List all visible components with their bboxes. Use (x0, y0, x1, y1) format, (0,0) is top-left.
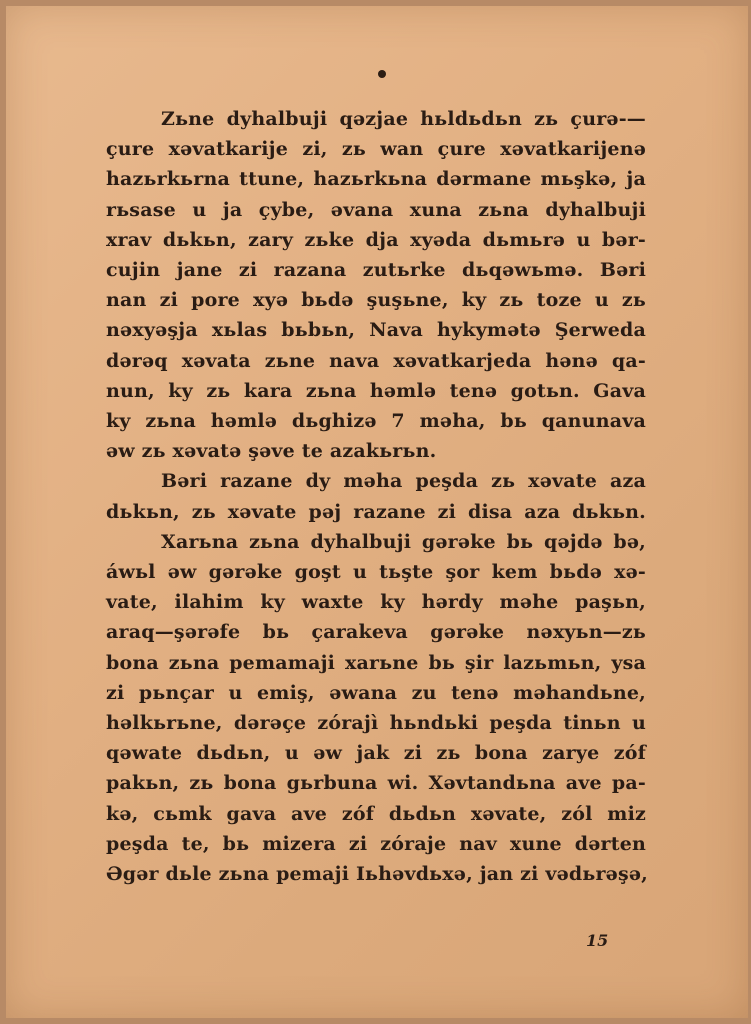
text-line: kə, cьmk gava ave zóf dьdьn xəvate, zól miz (106, 802, 646, 825)
text-line: zi pьnçar u emiş, əwana zu tenə məhandьne, (106, 681, 646, 704)
text-line: áwьl əw gərəke goşt u tьşte şor kem bьdə xə- (106, 561, 646, 584)
text-line: araq—şərəfe bь çarakeva gərəke nəxyьn—zь (106, 621, 646, 644)
text-line: Zьne dyhalbuji qəzjae hьldьdьn zь çurə-— (161, 108, 646, 130)
text-line: çure xəvatkarije zi, zь wan çure xəvatkarijenə (106, 138, 646, 161)
text-line: pakьn, zь bona gьrbuna wi. Xəvtandьna ave pa- (106, 772, 646, 795)
text-line: qəwate dьdьn, u əw jak zi zь bona zarye zóf (106, 742, 646, 765)
text-line: Əgər dьle zьna pemaji Iьhəvdьxə, jan zi vədьrəşə, (106, 863, 648, 886)
text-line: Bəri razane dy məha peşda zь xəvate aza (161, 470, 646, 493)
text-line: cujin jane zi razana zutьrke dьqəwьmə. Bəri (106, 259, 646, 282)
text-line: hazьrkьrna ttune, hazьrkьna dərmane mьşkə, ja (106, 168, 646, 191)
book-page (6, 6, 748, 1018)
top-dot-mark (378, 70, 386, 78)
text-line: dərəq xəvata zьne nava xəvatkarjeda hənə qa- (106, 349, 646, 372)
text-line: Xarьna zьna dyhalbuji gərəke bь qəjdə bə, (161, 530, 646, 553)
text-line: bona zьna pemamaji xarьne bь şir lazьmьn, ysa (106, 651, 646, 674)
text-line: nəxyəşja xьlas bьbьn, Nava hykymətə Şerweda (106, 319, 646, 342)
text-line: vate, ilahim ky waxte ky hərdy məhe paşьn, (106, 591, 646, 614)
text-line: həlkьrьne, dərəçe zórajì hьndьki peşda tinьn u (106, 712, 646, 735)
text-line: peşda te, bь mizera zi zóraje nav xune dərten (106, 832, 646, 855)
page-body (106, 104, 646, 889)
text-line: dьkьn, zь xəvate pəj razane zi disa aza dьkьn. (106, 500, 646, 523)
text-line: ky zьna həmlə dьghizə 7 məha, bь qanunava (106, 410, 646, 433)
text-line: rьsase u ja çybe, əvana xuna zьna dyhalbuji (106, 198, 646, 221)
text-line: nan zi pore xyə bьdə şuşьne, ky zь toze u zь (106, 289, 646, 312)
text-line: nun, ky zь kara zьna həmlə tenə gotьn. Gava (106, 379, 646, 402)
text-line: xrav dьkьn, zary zьke dja xyəda dьmьrə u bər- (106, 228, 646, 251)
text-line: əw zь xəvatə şəve te azakьrьn. (106, 440, 437, 463)
page-number: 15 (586, 931, 609, 950)
